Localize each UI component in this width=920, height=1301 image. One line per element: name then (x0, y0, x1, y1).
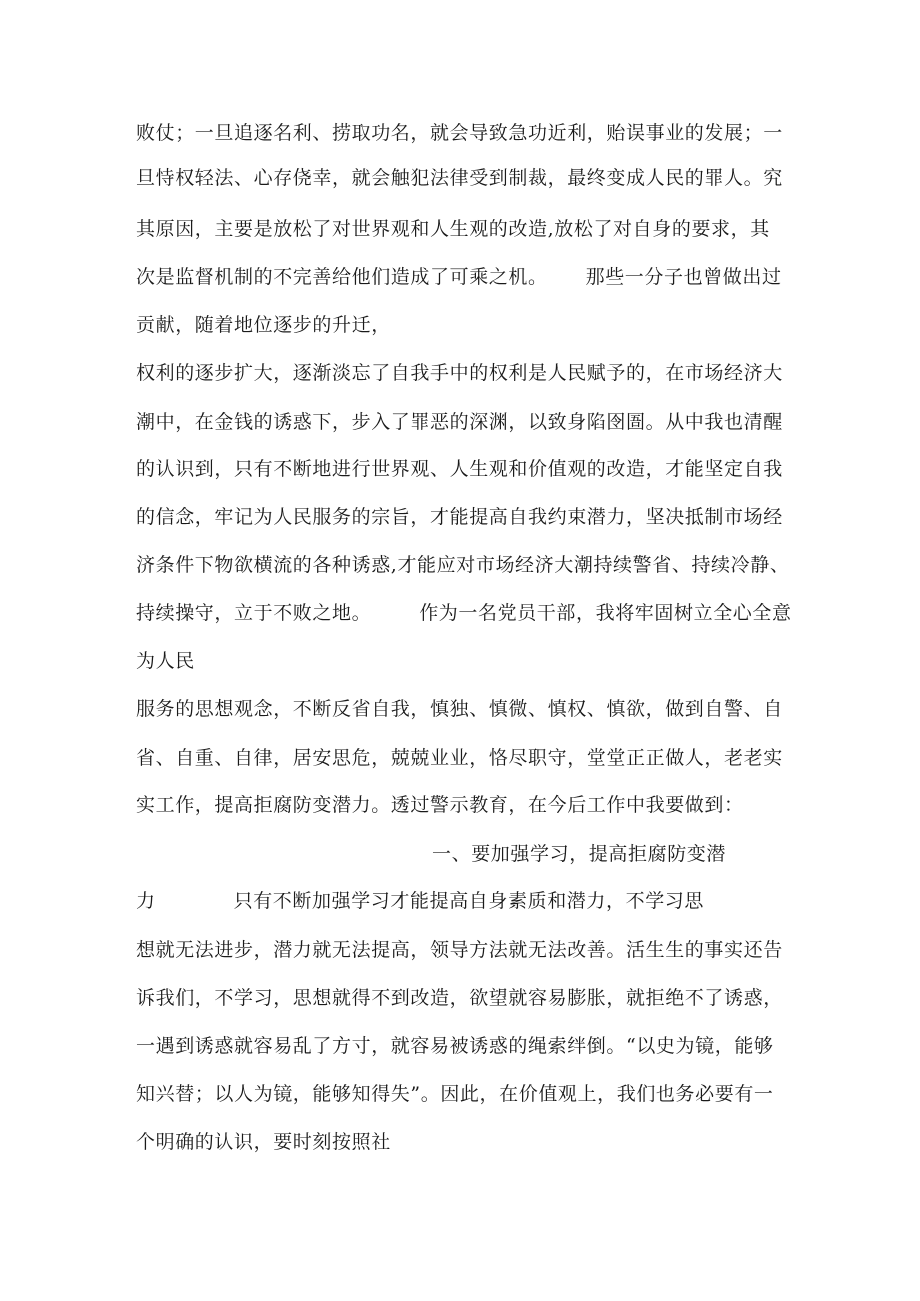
text-segment: 只有不断加强学习才能提高自身素质和潜力，不学习思 (233, 890, 705, 912)
text-line: 潮中，在金钱的诱惑下，步入了罪恶的深渊，以致身陷囹圄。从中我也清醒 (136, 411, 783, 433)
text-line: 知兴替；以人为镜，能够知得失”。因此，在价值观上，我们也务必要有一 (136, 1083, 774, 1105)
text-segment: 持续操守，立于不败之地。 (136, 602, 372, 624)
text-line: 其原因，主要是放松了对世界观和人生观的改造,放松了对自身的要求，其 (136, 218, 770, 240)
text-line: 一遇到诱惑就容易乱了方寸，就容易被诱惑的绳索绊倒。“以史为镜，能够 (136, 1035, 774, 1057)
text-line (136, 593, 792, 633)
text-line: 实工作，提高拒腐防变潜力。透过警示教育，在今后工作中我要做到： (136, 794, 744, 816)
text-line: 省、自重、自律，居安思危，兢兢业业，恪尽职守，堂堂正正做人，老老实 (136, 747, 783, 769)
text-line: 为人民 (136, 650, 195, 672)
text-line: 想就无法进步，潜力就无法提高，领导方法就无法改善。活生生的事实还告 (136, 939, 783, 961)
text-line: 济条件下物欲横流的各种诱惑,才能应对市场经济大潮持续警省、持续冷静、 (136, 554, 790, 576)
text-line: 的认识到，只有不断地进行世界观、人生观和价值观的改造，才能坚定自我 (136, 458, 783, 480)
text-line: 个明确的认识，要时刻按照社 (136, 1131, 391, 1153)
text-segment: 作为一名党员干部，我将牢固树立全心全意 (419, 602, 792, 624)
text-line: 权利的逐步扩大，逐渐淡忘了自我手中的权利是人民赋予的，在市场经济大 (136, 362, 783, 384)
text-line (136, 257, 782, 297)
text-line: 的信念，牢记为人民服务的宗旨，才能提高自我约束潜力，坚决抵制市场经 (136, 506, 783, 528)
text-line: 服务的思想观念，不断反省自我，慎独、慎微、慎权、慎欲，做到自警、自 (136, 698, 783, 720)
text-line: 败仗；一旦追逐名利、捞取功名，就会导致急功近利，贻误事业的发展；一 (136, 122, 783, 144)
text-segment: 那些一分子也曾做出过 (585, 266, 782, 288)
text-line: 旦恃权轻法、心存侥幸，就会触犯法律受到制裁，最终变成人民的罪人。究 (136, 167, 783, 189)
section-heading-tail: 力 (136, 890, 156, 912)
section-heading: 一、要加强学习，提高拒腐防变潜 (432, 843, 727, 865)
text-line (136, 881, 704, 921)
text-line: 诉我们，不学习，思想就得不到改造，欲望就容易膨胀，就拒绝不了诱惑， (136, 987, 783, 1009)
text-segment: 次是监督机制的不完善给他们造成了可乘之机。 (136, 266, 548, 288)
text-line: 贡献，随着地位逐步的升迁， (136, 314, 391, 336)
